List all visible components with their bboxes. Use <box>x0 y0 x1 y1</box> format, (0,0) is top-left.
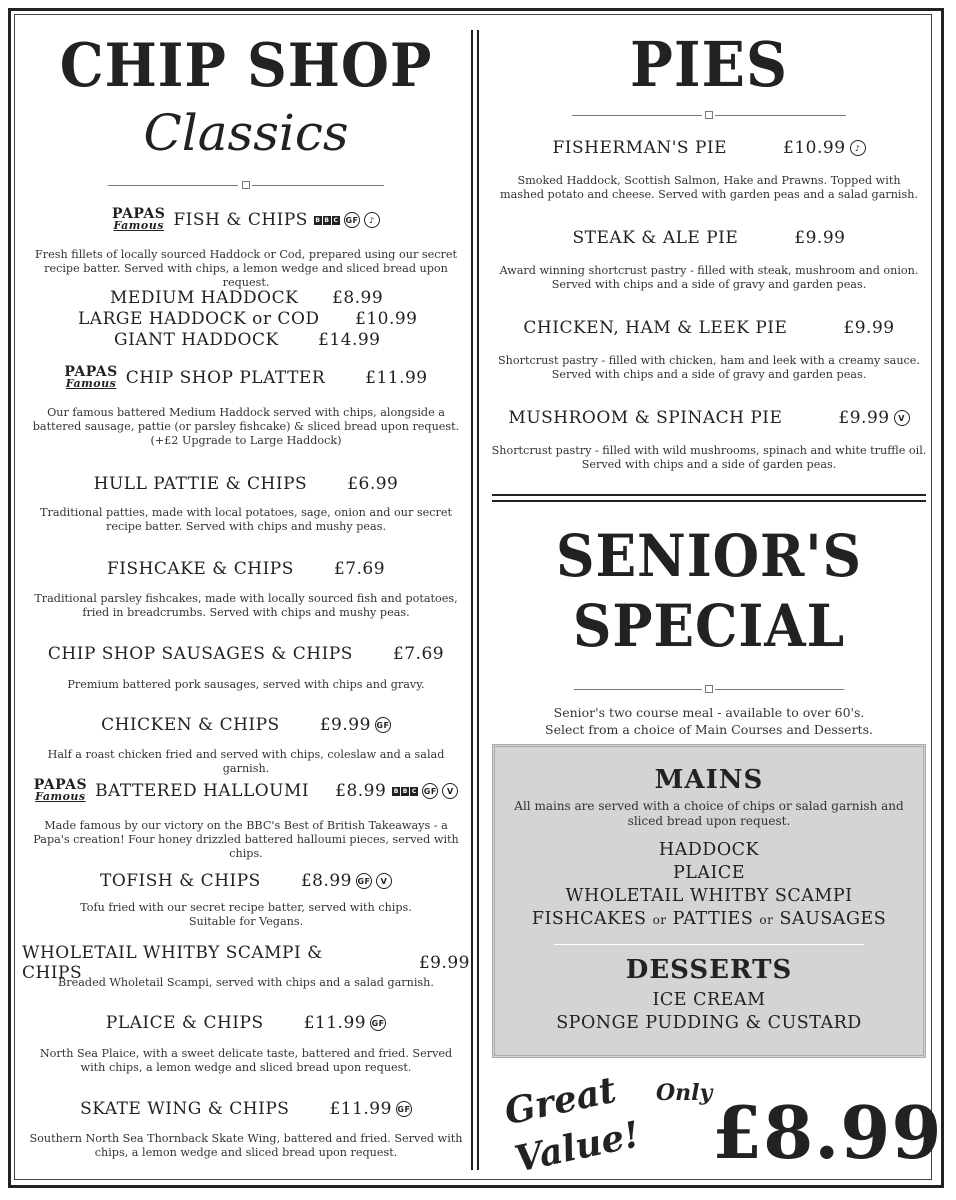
menu-item <box>22 644 470 664</box>
vegetarian-icon: V <box>442 783 458 799</box>
item-description: Award winning shortcrust pastry - filled with steak, mushroom and onion. Served with chips and a side of gravy and garden peas. <box>499 264 919 291</box>
main-option: WHOLETAIL WHITBY SCAMPI <box>565 886 853 906</box>
dessert-option: SPONGE PUDDING & CUSTARD <box>556 1013 862 1033</box>
item-description: Traditional parsley fishcakes, made with locally sourced fish and potatoes, fried in breadcrumbs. Served with chips and mushy peas. <box>34 592 458 619</box>
item-price: £9.99 <box>794 228 846 248</box>
item-name: SKATE WING & CHIPS <box>80 1099 290 1119</box>
senior-desc-line: Select from a choice of Main Courses and Desserts. <box>545 722 873 737</box>
item-name: FISHERMAN'S PIE <box>552 138 728 158</box>
item-price: £8.99 <box>300 871 352 891</box>
column-divider <box>477 30 479 1170</box>
size-name: MEDIUM HADDOCK <box>110 288 299 308</box>
item-price: £11.99 <box>365 368 428 388</box>
papas-famous-logo: PAPAS Famous <box>64 364 118 390</box>
leaf-icon: ♪ <box>850 140 866 156</box>
pie-item <box>490 228 928 248</box>
mains-heading: MAINS <box>654 765 764 795</box>
ornament-divider <box>108 180 384 192</box>
section-title: CHIP SHOP <box>59 31 433 101</box>
menu-item <box>22 715 470 735</box>
desserts-list <box>495 989 923 1035</box>
mains-description: All mains are served with a choice of chips or salad garnish and sliced bread upon request. <box>514 799 904 828</box>
item-price: £11.99 <box>303 1013 367 1033</box>
item-price: £7.69 <box>392 644 445 664</box>
item-price: £9.99 <box>843 318 895 338</box>
item-name: BATTERED HALLOUMI <box>95 781 310 801</box>
item-description: North Sea Plaice, with a sweet delicate taste, battered and fried. Served with chips, a lemon wedge and sliced bread upon request. <box>39 1047 453 1074</box>
section-subtitle: Classics <box>143 104 349 162</box>
item-description: Southern North Sea Thornback Skate Wing, battered and fried. Served with chips, a lemon wedge and sliced bread upon request. <box>29 1132 463 1159</box>
gluten-free-icon: GF <box>370 1015 386 1031</box>
main-option: FISHCAKES or PATTIES or SAUSAGES <box>531 909 887 929</box>
menu-item <box>22 1099 470 1119</box>
item-description: Traditional patties, made with local potatoes, sage, onion and our secret recipe batter. Served with chips and mushy peas. <box>40 506 452 533</box>
item-name: FISHCAKE & CHIPS <box>106 559 294 579</box>
item-price: £9.99 <box>319 715 371 735</box>
great-text: Great <box>500 1068 620 1134</box>
gluten-free-icon: GF <box>344 212 360 228</box>
value-text: Value! <box>511 1113 644 1181</box>
papas-famous-logo: PAPAS Famous <box>112 206 166 232</box>
gluten-free-icon: GF <box>375 717 391 733</box>
menu-item <box>22 1013 470 1033</box>
item-description: Half a roast chicken fried and served with chips, coleslaw and a salad garnish. <box>47 748 445 775</box>
item-name: CHICKEN, HAM & LEEK PIE <box>523 318 788 338</box>
menu-item <box>22 871 470 891</box>
item-name: WHOLETAIL WHITBY SCAMPI & CHIPS <box>22 943 323 983</box>
size-name: LARGE HADDOCK or COD <box>78 309 320 329</box>
item-name: CHIP SHOP PLATTER <box>125 368 326 388</box>
mains-list <box>495 839 923 932</box>
menu-item-fish-chips <box>22 208 470 232</box>
leaf-icon: ♪ <box>364 212 380 228</box>
desserts-heading: DESSERTS <box>625 955 793 985</box>
item-description: Shortcrust pastry - filled with wild mushrooms, spinach and white truffle oil. Served with chips and a side of garden peas. <box>491 444 927 471</box>
item-name: TOFISH & CHIPS <box>99 871 261 891</box>
item-price: £11.99 <box>329 1099 392 1119</box>
bbc-icon: B B C <box>393 787 417 795</box>
papas-famous-logo: PAPAS Famous <box>33 777 88 803</box>
senior-description <box>490 704 928 738</box>
item-price: £6.99 <box>347 474 399 494</box>
pie-item <box>490 138 928 158</box>
deal-price: £8.99 <box>712 1090 943 1175</box>
pie-item <box>490 408 928 428</box>
main-option: HADDOCK <box>658 840 760 860</box>
item-name: STEAK & ALE PIE <box>572 228 739 248</box>
item-note: (+£2 Upgrade to Large Haddock) <box>150 434 342 447</box>
item-description: Fresh fillets of locally sourced Haddock or Cod, prepared using our secret recipe batter. Served with chips, a lemon wedge and sliced bread upon request. <box>35 248 457 289</box>
gluten-free-icon: GF <box>396 1101 412 1117</box>
item-name: FISH & CHIPS <box>173 210 308 230</box>
item-description: Our famous battered Medium Haddock served with chips, alongside a battered sausage, pattie (or parsley fishcake) & sliced bread upon request. <box>32 406 460 433</box>
item-description: Breaded Wholetail Scampi, served with chips and a salad garnish. <box>58 976 434 989</box>
ornament-divider <box>574 684 844 696</box>
bbc-icon: B B C <box>315 216 339 224</box>
pies-and-senior-section <box>490 22 943 1181</box>
item-name: MUSHROOM & SPINACH PIE <box>508 408 783 428</box>
item-description: Made famous by our victory on the BBC's Best of British Takeaways - a Papa's creation! Four honey drizzled battered halloumi pieces, served with chips. <box>33 819 459 860</box>
gluten-free-icon: GF <box>356 873 372 889</box>
box-divider <box>554 944 864 945</box>
item-price: £8.99 <box>335 781 387 801</box>
pies-title: PIES <box>630 28 788 101</box>
item-name: HULL PATTIE & CHIPS <box>93 474 308 494</box>
item-name: CHICKEN & CHIPS <box>101 715 280 735</box>
senior-desc-line: Senior's two course meal - available to over 60's. <box>553 705 865 720</box>
menu-item-halloumi <box>22 779 470 803</box>
item-name: PLAICE & CHIPS <box>105 1013 264 1033</box>
fish-sizes-list <box>22 288 470 351</box>
vegetarian-icon: V <box>376 873 392 889</box>
senior-menu-box <box>492 744 926 1058</box>
only-text: Only <box>656 1080 713 1106</box>
section-divider <box>492 494 926 496</box>
vegetarian-icon: V <box>894 410 910 426</box>
size-price: £8.99 <box>332 288 384 308</box>
size-price: £10.99 <box>355 309 418 329</box>
ornament-divider <box>572 110 846 122</box>
senior-title: SENIOR'S <box>555 522 862 590</box>
item-price: £9.99 <box>838 408 890 428</box>
item-price: £9.99 <box>418 953 470 973</box>
senior-title: SPECIAL <box>572 592 846 660</box>
item-description: Tofu fried with our secret recipe batter, served with chips. Suitable for Vegans. <box>80 901 412 928</box>
menu-item-platter <box>22 366 470 390</box>
menu-item <box>22 559 470 579</box>
chip-shop-classics-section <box>22 22 470 1172</box>
item-description: Premium battered pork sausages, served with chips and gravy. <box>67 678 425 691</box>
item-description: Smoked Haddock, Scottish Salmon, Hake and Prawns. Topped with mashed potato and cheese. Served with garden peas and a salad garnish. <box>499 174 919 201</box>
great-value-lettering <box>500 1068 644 1181</box>
item-description: Shortcrust pastry - filled with chicken, ham and leek with a creamy sauce. Served with chips and a side of gravy and garden peas. <box>498 354 920 381</box>
size-name: GIANT HADDOCK <box>114 330 279 350</box>
item-name: CHIP SHOP SAUSAGES & CHIPS <box>47 644 353 664</box>
item-price: £7.69 <box>333 559 386 579</box>
size-price: £14.99 <box>318 330 381 350</box>
main-option: PLAICE <box>672 863 746 883</box>
section-divider <box>492 500 926 502</box>
dessert-option: ICE CREAM <box>652 990 766 1010</box>
item-price: £10.99 <box>783 138 846 158</box>
column-divider <box>471 30 473 1170</box>
gluten-free-icon: GF <box>422 783 438 799</box>
menu-item <box>22 474 470 494</box>
pie-item <box>490 318 928 338</box>
